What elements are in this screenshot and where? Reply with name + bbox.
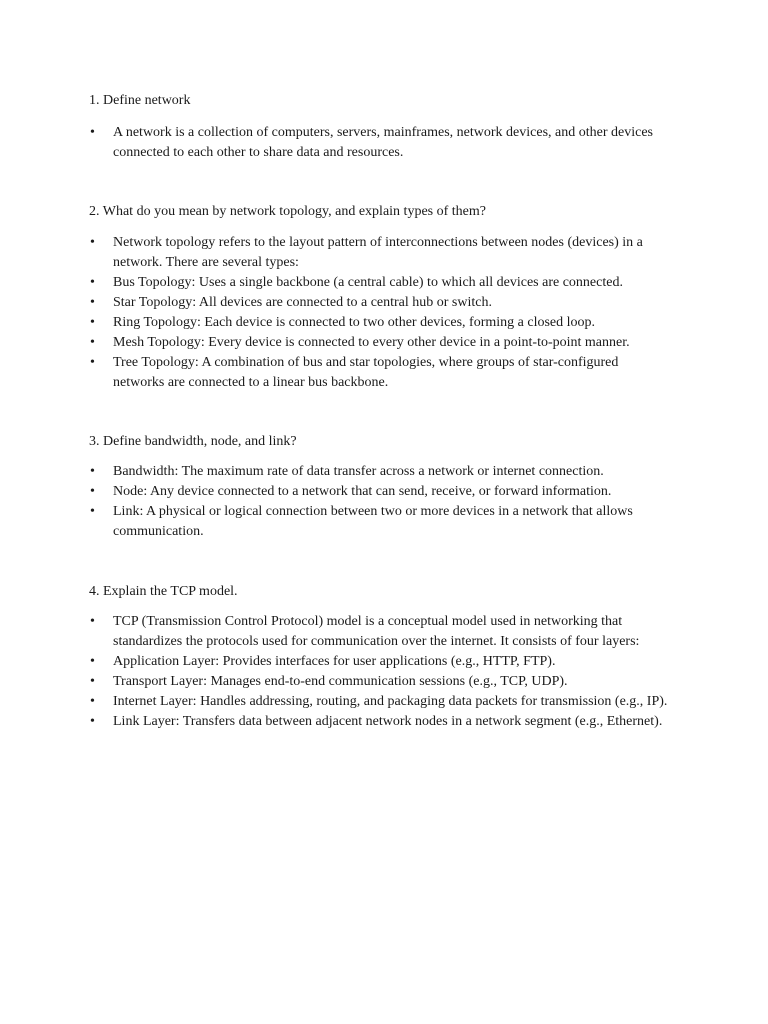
list-item (0, 353, 673, 393)
list-item-text: Node: Any device connected to a network that can send, receive, or forward information. (113, 484, 612, 499)
bullet-list (0, 612, 673, 732)
question-heading: 1. Define network (89, 93, 191, 108)
list-item (0, 293, 673, 313)
list-item (0, 482, 673, 502)
bullet-list (0, 123, 673, 163)
question-heading: 3. Define bandwidth, node, and link? (89, 434, 297, 449)
list-item-text: Ring Topology: Each device is connected to two other devices, forming a closed loop. (113, 315, 596, 330)
list-item (0, 692, 673, 712)
list-item-text: A network is a collection of computers, servers, mainframes, network devices, and other devices connected to each other to share data and resources. (113, 125, 653, 160)
list-item (0, 333, 673, 353)
list-item-text: Bandwidth: The maximum rate of data transfer across a network or internet connection. (113, 464, 604, 479)
bullet-icon: • (90, 235, 95, 250)
bullet-icon: • (90, 275, 95, 290)
list-item (0, 462, 673, 482)
bullet-list (0, 233, 673, 393)
list-item (0, 672, 673, 692)
list-item-text: Application Layer: Provides interfaces for user applications (e.g., HTTP, FTP). (113, 654, 556, 669)
bullet-icon: • (90, 504, 95, 519)
list-item (0, 712, 673, 732)
list-item-text: TCP (Transmission Control Protocol) model is a conceptual model used in networking that standardizes the protocols used for communication over the internet. It consists of four layers: (113, 614, 640, 649)
bullet-icon: • (90, 714, 95, 729)
list-item-text: Mesh Topology: Every device is connected to every other device in a point-to-point manner. (113, 335, 630, 350)
list-item (0, 233, 673, 273)
list-item-text: Internet Layer: Handles addressing, routing, and packaging data packets for transmission (e.g., IP). (113, 694, 668, 709)
bullet-icon: • (90, 464, 95, 479)
list-item (0, 612, 673, 652)
bullet-icon: • (90, 654, 95, 669)
list-item-text: Network topology refers to the layout pattern of interconnections between nodes (devices) in a network. There are several types: (113, 235, 643, 270)
bullet-icon: • (90, 674, 95, 689)
list-item-text: Link Layer: Transfers data between adjacent network nodes in a network segment (e.g., Ethernet). (113, 714, 663, 729)
list-item (0, 502, 673, 542)
list-item (0, 313, 673, 333)
bullet-list (0, 462, 673, 542)
bullet-icon: • (90, 614, 95, 629)
list-item-text: Link: A physical or logical connection between two or more devices in a network that allows communication. (113, 504, 633, 539)
list-item (0, 123, 673, 163)
list-item (0, 273, 673, 293)
bullet-icon: • (90, 315, 95, 330)
bullet-icon: • (90, 335, 95, 350)
question-heading: 4. Explain the TCP model. (89, 584, 238, 599)
bullet-icon: • (90, 125, 95, 140)
bullet-icon: • (90, 355, 95, 370)
list-item-text: Star Topology: All devices are connected to a central hub or switch. (113, 295, 492, 310)
list-item-text: Bus Topology: Uses a single backbone (a central cable) to which all devices are connected. (113, 275, 623, 290)
list-item (0, 652, 673, 672)
list-item-text: Transport Layer: Manages end-to-end communication sessions (e.g., TCP, UDP). (113, 674, 568, 689)
bullet-icon: • (90, 484, 95, 499)
bullet-icon: • (90, 694, 95, 709)
bullet-icon: • (90, 295, 95, 310)
list-item-text: Tree Topology: A combination of bus and star topologies, where groups of star-configured networks are connected to a linear bus backbone. (113, 355, 619, 390)
question-heading: 2. What do you mean by network topology, and explain types of them? (89, 204, 486, 219)
